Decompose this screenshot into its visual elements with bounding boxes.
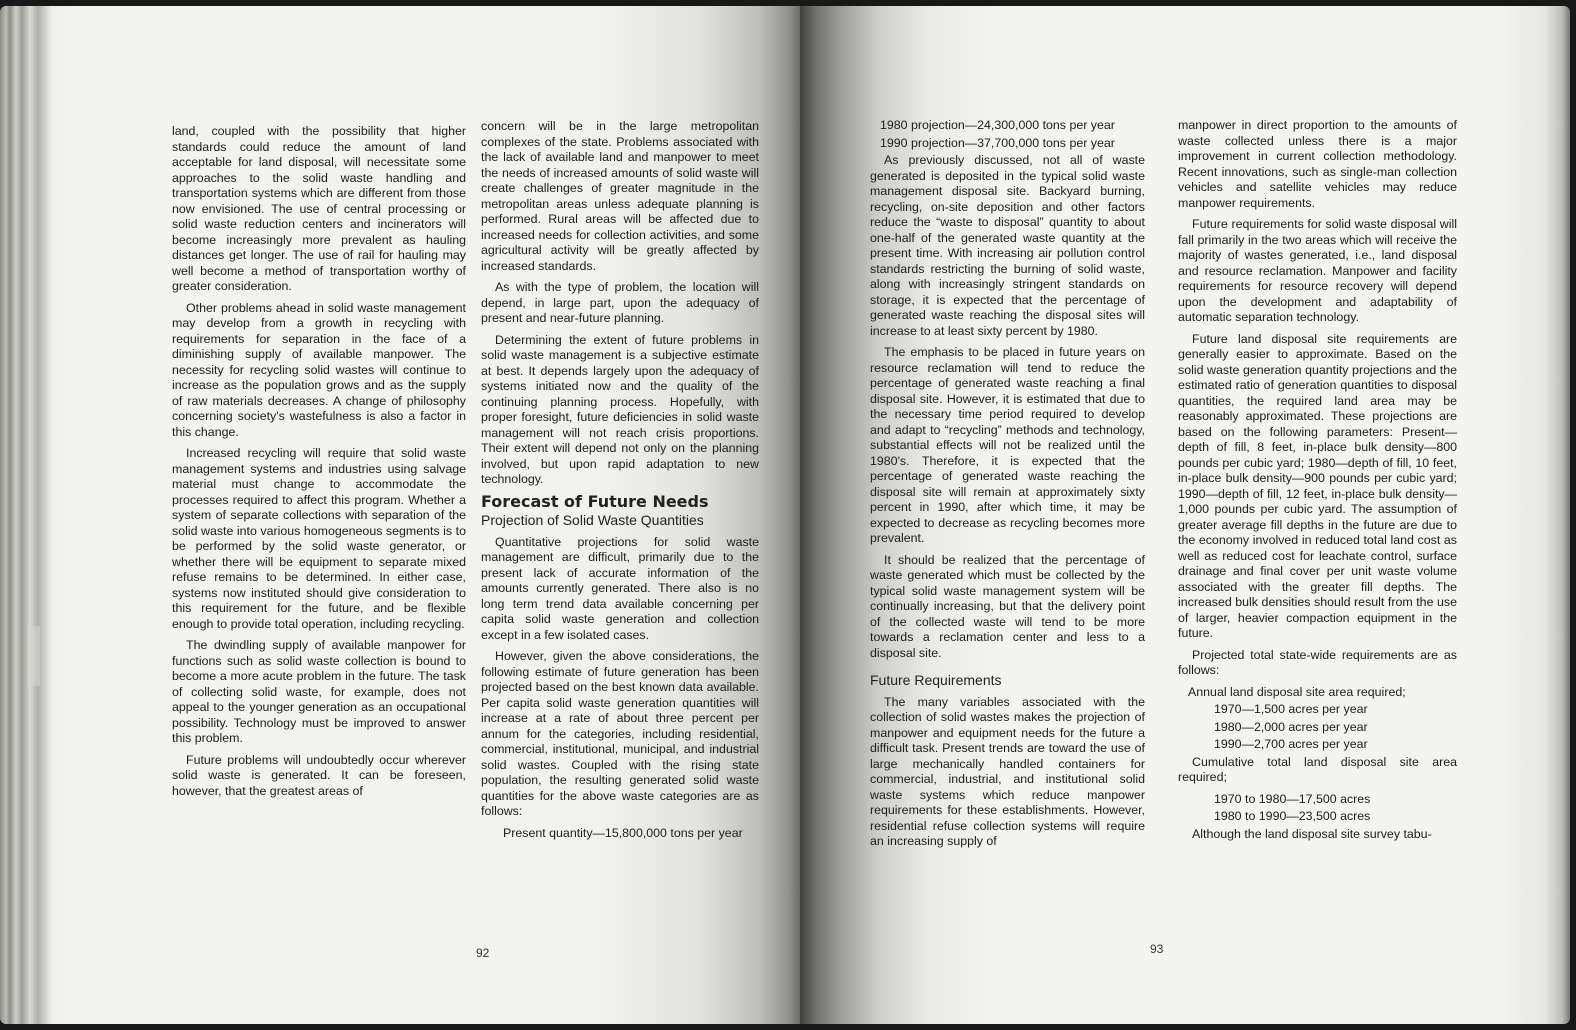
paragraph: The dwindling supply of available manpower for functions such as solid waste collection is bound to become a more acute problem in the future. The task of collecting solid waste, for example, does not appeal to the younger generation as an occupational possibility. Technology must be improved to answer this problem. — [172, 638, 466, 745]
subsection-heading: Projection of Solid Waste Quantities — [481, 512, 704, 528]
paragraph: concern will be in the large metropolitan complexes of the state. Problems associated with the lack of available land and manpower to meet the needs of increased amounts of solid waste will create challenges of greater magnitude in the metropolitan areas unless adequate planning is performed. Rural areas will be affected due to increased needs for collection activities, and some agricultural activity will be greatly affected by increased standards. — [481, 119, 759, 273]
paragraph: land, coupled with the possibility that higher standards could reduce the amount of land acceptable for land disposal, will necessitate some approaches to the solid waste handling and transportation systems which are different from those now envisioned. The use of central processing or solid waste reduction centers and incinerators will become increasingly more prevalent as hauling distances get longer. The use of rail for hauling may well become a method of transportation worthy of greater consideration. — [172, 124, 466, 293]
list-label: Cumulative total land disposal site area required; — [1178, 754, 1457, 784]
list-item: 1990—2,700 acres per year — [1214, 737, 1368, 751]
right-page-column-2 — [1178, 118, 1457, 848]
paragraph: The emphasis to be placed in future years on resource reclamation will tend to reduce the percentage of generated waste reaching a final disposal site. However, it is estimated that due to the necessary time period required to develop and adapt to “recycling” methods and technology, substantial effects will not be realized until the 1980's. Therefore, it is expected that the percentage of generated waste reaching the disposal site will remain at approximately sixty percent in 1990, after which time, it may be expected to decrease as recycling becomes more prevalent. — [870, 345, 1145, 545]
left-page-column-1 — [172, 124, 466, 805]
list-label: Annual land disposal site area required; — [1188, 684, 1406, 699]
page-number: 92 — [476, 946, 490, 960]
left-page-column-2 — [481, 119, 759, 843]
paragraph: Other problems ahead in solid waste management may develop from a growth in recycling with requirements for separation in the face of a diminishing supply of available manpower. The necessity for recycling solid wastes will continue to increase as the population grows and as the supply of raw materials decreases. A change of philosophy concerning society's wastefulness is also a factor in this change. — [172, 300, 466, 439]
paragraph: Quantitative projections for solid waste management are difficult, primarily due to the present lack of accurate information of the amounts currently generated. There also is no long term trend data available concerning per capita solid waste generation and collection except in a few isolated cases. — [481, 534, 759, 642]
paragraph: The many variables associated with the collection of solid wastes makes the projection of manpower and equipment needs for the future a difficult task. Present trends are toward the use of large mechanically handled containers for commercial, industrial, and institutional solid waste systems which reduce manpower requirements for these establishments. However, residential refuse collection systems will require an increasing supply of — [870, 694, 1145, 848]
subsection-heading: Future Requirements — [870, 672, 1002, 688]
paragraph: Determining the extent of future problems in solid waste management is a subjective estimate at best. It depends largely upon the adequacy of systems initiated now and the quality of the continuing planning process. Hopefully, with proper foresight, future deficiencies in solid waste management will not reach crisis proportions. Their extent will depend not only on the planning involved, but upon rapid adaptation to new technology. — [481, 332, 759, 486]
paragraph: Projected total state-wide requirements are as follows: — [1178, 647, 1457, 677]
paragraph: It should be realized that the percentage of waste generated which must be collected by the typical solid waste management system will be continually increasing, but that the delivery point of the collected waste will tend to be more towards a reclamation center and less to a disposal site. — [870, 552, 1145, 660]
right-page-column-1 — [870, 118, 1145, 856]
list-item: 1970—1,500 acres per year — [1214, 702, 1368, 716]
page-edge-mark — [28, 626, 40, 686]
paragraph: Increased recycling will require that solid waste management systems and industries using salvage material must change to accommodate the processes required to affect this program. Whether a system of separate collections with separation of the solid waste into various homogeneous segments is to be performed by the solid waste generator, or whether there will be equipment to separate mixed refuse remains to be determined. In either case, systems now instituted should give consideration to this requirement for the future, and be flexible enough to provide total operation, including recycling. — [172, 446, 466, 631]
projection-item: 1980 projection—24,300,000 tons per year — [880, 118, 1115, 132]
list-item: 1970 to 1980—17,500 acres — [1214, 791, 1371, 806]
projection-item: Present quantity—15,800,000 tons per year — [503, 825, 743, 840]
paragraph: Future land disposal site requirements are generally easier to approximate. Based on the solid waste generation quantity projections and the estimated ratio of generation quantities to disposal quantities, the required land area may be reasonably approximated. These projections are based on the following parameters: Present—depth of fill, 8 feet, in-place bulk density—800 pounds per cubic yard; 1980—depth of fill, 10 feet, in-place bulk density—900 pounds per cubic yard; 1990—depth of fill, 12 feet, in-place bulk density—1,000 pounds per cubic yard. The assumption of greater average fill depths in the future are due to the economy involved in reduced total land cost as well as reduced cost for leachate control, surface drainage and final cover per unit waste volume associated with the greater fill depths. The increased bulk densities should result from the use of larger, heavier compaction equipment in the future. — [1178, 331, 1457, 640]
paragraph: manpower in direct proportion to the amounts of waste collected unless there is a major improvement in current collection methodology. Recent innovations, such as single-man collection vehicles and satellite vehicles may reduce manpower requirements. — [1178, 118, 1457, 210]
paragraph: Future requirements for solid waste disposal will fall primarily in the two areas which will receive the majority of wastes generated, i.e., land disposal and resource reclamation. Manpower and facility requirements for resource recovery will depend upon the development and adaptability of automatic separation technology. — [1178, 217, 1457, 324]
list-item: 1980 to 1990—23,500 acres — [1214, 809, 1371, 823]
paragraph: As with the type of problem, the location will depend, in large part, upon the adequacy of present and near-future planning. — [481, 280, 759, 325]
list-item: 1980—2,000 acres per year — [1214, 719, 1368, 734]
paragraph: However, given the above considerations, the following estimate of future generation has been projected based on the best known data available. Per capita solid waste generation quantities will increase at a rate of about three percent per annum for the categories, including residential, commercial, institutional, municipal, and industrial solid wastes. Coupled with the rising state population, the resulting generated solid waste quantities for the above waste categories are as follows: — [481, 649, 759, 818]
paragraph: Future problems will undoubtedly occur wherever solid waste is generated. It can be foreseen, however, that the greatest areas of — [172, 752, 466, 798]
page-number: 93 — [1150, 942, 1164, 956]
section-heading: Forecast of Future Needs — [481, 491, 709, 511]
paragraph: As previously discussed, not all of waste generated is deposited in the typical solid waste management disposal site. Backyard burning, recycling, on-site deposition and other factors reduce the “waste to disposal” quantity to about one-half of the generated waste quantity at the present time. With increasing air pollution control standards restricting the burning of solid waste, along with increasingly stringent standards on storage, it is expected that the percentage of generated waste reaching the disposal sites will increase to at least sixty percent by 1980. — [870, 153, 1145, 338]
paragraph: Although the land disposal site survey tabu- — [1192, 826, 1432, 841]
left-page — [0, 6, 800, 1024]
projection-item: 1990 projection—37,700,000 tons per year — [880, 135, 1115, 150]
right-page — [800, 6, 1570, 1024]
